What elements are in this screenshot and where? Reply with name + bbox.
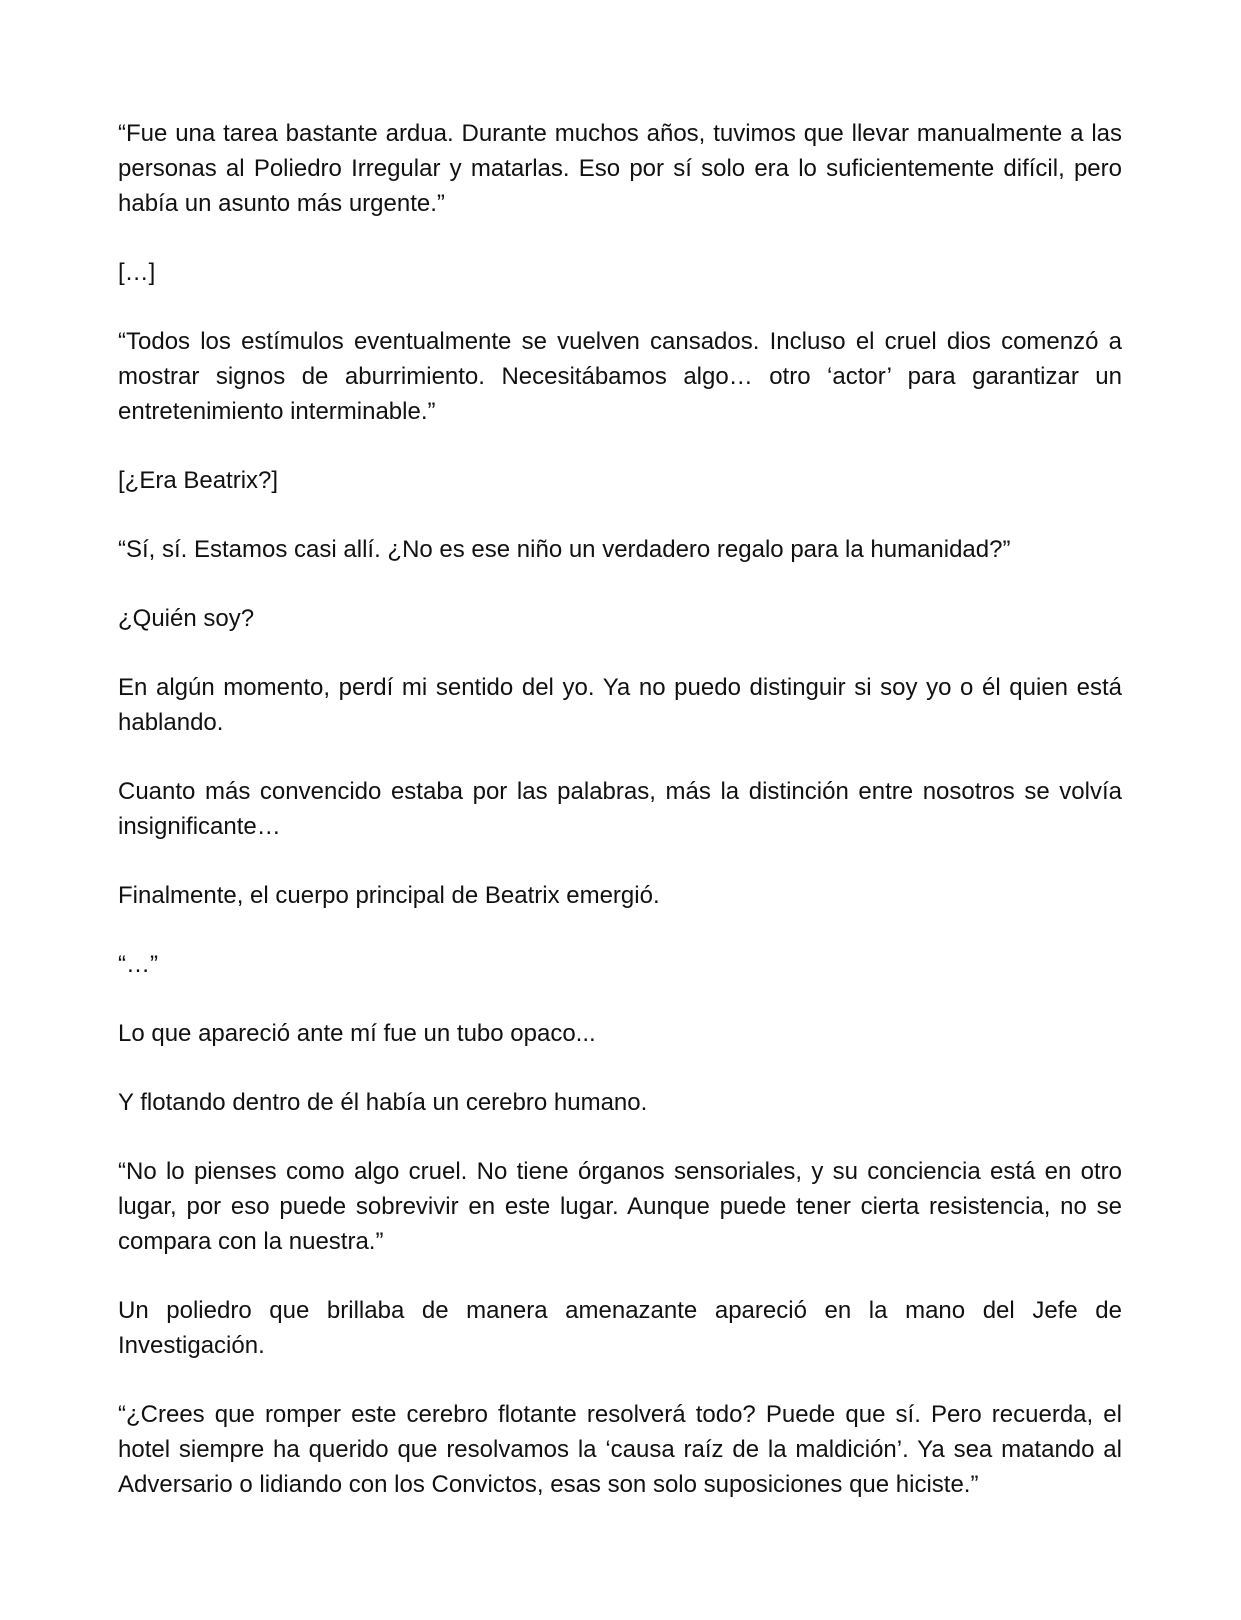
paragraph: Y flotando dentro de él había un cerebro humano. <box>118 1089 648 1116</box>
paragraph: Lo que apareció ante mí fue un tubo opaco... <box>118 1020 596 1047</box>
paragraph: “Todos los estímulos eventualmente se vuelven cansados. Incluso el cruel dios comenzó a mostrar signos de aburrimiento. Necesitábamos algo… otro ‘actor’ para garantizar un entretenimiento interminable.” <box>118 328 1122 425</box>
paragraph: “Sí, sí. Estamos casi allí. ¿No es ese niño un verdadero regalo para la humanidad?” <box>118 536 1011 563</box>
paragraph: “No lo pienses como algo cruel. No tiene órganos sensoriales, y su conciencia está en otro lugar, por eso puede sobrevivir en este lugar. Aunque puede tener cierta resistencia, no se compara con la nuestra.” <box>118 1158 1122 1255</box>
paragraph: ¿Quién soy? <box>118 605 255 632</box>
paragraph: Finalmente, el cuerpo principal de Beatrix emergió. <box>118 882 660 909</box>
paragraph: […] <box>118 259 156 286</box>
paragraph: Cuanto más convencido estaba por las palabras, más la distinción entre nosotros se volvía insignificante… <box>118 778 1122 840</box>
paragraph: “¿Crees que romper este cerebro flotante resolverá todo? Puede que sí. Pero recuerda, el hotel siempre ha querido que resolvamos la ‘causa raíz de la maldición’. Ya sea matando al Adversario o lidiando con los Convictos, esas son solo suposiciones que hiciste.” <box>118 1401 1122 1498</box>
paragraph: Un poliedro que brillaba de manera amenazante apareció en la mano del Jefe de Investigación. <box>118 1297 1122 1359</box>
paragraph: [¿Era Beatrix?] <box>118 467 279 494</box>
paragraph: “Fue una tarea bastante ardua. Durante muchos años, tuvimos que llevar manualmente a las personas al Poliedro Irregular y matarlas. Eso por sí solo era lo suficientemente difícil, pero había un asunto más urgente.” <box>118 120 1122 217</box>
paragraph: “…” <box>118 951 158 978</box>
paragraph: En algún momento, perdí mi sentido del yo. Ya no puedo distinguir si soy yo o él quien está hablando. <box>118 674 1122 736</box>
document-page <box>118 116 1122 1502</box>
